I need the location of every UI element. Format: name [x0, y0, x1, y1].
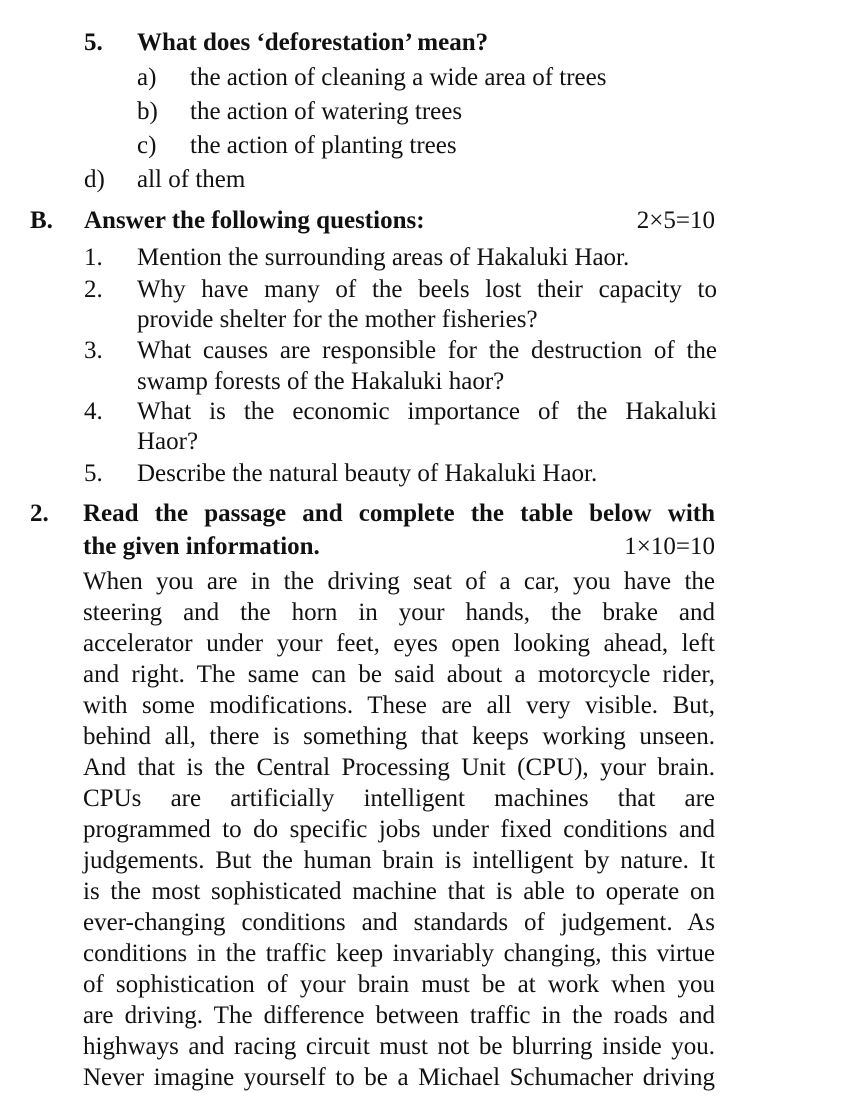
b-question-2-number: 2.: [84, 276, 103, 303]
passage-line: are driving. The difference between traffic in the roads and: [83, 1002, 715, 1029]
passage-line: And that is the Central Processing Unit (CPU), your brain.: [83, 754, 715, 781]
passage-line: accelerator under your feet, eyes open looking ahead, left: [83, 630, 715, 657]
question-2-marks: 1×10=10: [624, 533, 715, 560]
b-question-2-line-1: Why have many of the beels lost their capacity to: [137, 276, 717, 303]
b-question-2-line-2: provide shelter for the mother fisheries?: [137, 306, 538, 333]
passage-line: ever-changing conditions and standards of judgement. As: [83, 909, 715, 936]
option-d-text: all of them: [137, 166, 246, 193]
b-question-5-text: Describe the natural beauty of Hakaluki Haor.: [137, 460, 598, 487]
passage-line: programmed to do specific jobs under fixed conditions and: [83, 816, 715, 843]
section-b-label: B.: [30, 207, 53, 234]
question-5-text: What does ‘deforestation’ mean?: [137, 29, 489, 56]
option-b-label: b): [137, 98, 158, 125]
option-b-text: the action of watering trees: [190, 98, 463, 125]
b-question-1-number: 1.: [84, 244, 103, 271]
b-question-1-text: Mention the surrounding areas of Hakaluki Haor.: [137, 244, 630, 271]
passage-line: behind all, there is something that keeps working unseen.: [83, 723, 715, 750]
question-2-heading-line-2: the given information.: [83, 533, 320, 560]
question-2-number: 2.: [30, 500, 49, 527]
b-question-5-number: 5.: [84, 460, 103, 487]
passage-line: CPUs are artificially intelligent machines that are: [83, 785, 715, 812]
passage-line: with some modifications. These are all very visible. But,: [83, 692, 715, 719]
passage-line: Never imagine yourself to be a Michael Schumacher driving: [83, 1064, 715, 1091]
passage-line: highways and racing circuit must not be blurring inside you.: [83, 1033, 715, 1060]
passage-line: conditions in the traffic keep invariably changing, this virtue: [83, 940, 715, 967]
option-c-text: the action of planting trees: [190, 132, 457, 159]
b-question-3-line-2: swamp forests of the Hakaluki haor?: [137, 368, 505, 395]
section-b-heading: Answer the following questions:: [84, 207, 425, 234]
option-d-label: d): [84, 166, 105, 193]
option-c-label: c): [137, 132, 157, 159]
b-question-4-number: 4.: [84, 398, 103, 425]
b-question-4-line-2: Haor?: [137, 428, 199, 455]
b-question-4-line-1: What is the economic importance of the Hakaluki: [137, 398, 717, 425]
passage-line: is the most sophisticated machine that is able to operate on: [83, 878, 715, 905]
b-question-3-line-1: What causes are responsible for the destruction of the: [137, 337, 717, 364]
passage-line: When you are in the driving seat of a car, you have the: [83, 568, 715, 595]
section-b-marks: 2×5=10: [636, 207, 715, 234]
option-a-text: the action of cleaning a wide area of trees: [190, 64, 607, 91]
question-5-number: 5.: [84, 29, 103, 56]
passage-line: and right. The same can be said about a motorcycle rider,: [83, 661, 715, 688]
passage-line: judgements. But the human brain is intelligent by nature. It: [83, 847, 715, 874]
question-2-heading-line-1: Read the passage and complete the table below with: [83, 500, 715, 527]
option-a-label: a): [137, 64, 157, 91]
passage-line: of sophistication of your brain must be at work when you: [83, 971, 715, 998]
passage-line: steering and the horn in your hands, the brake and: [83, 599, 715, 626]
b-question-3-number: 3.: [84, 337, 103, 364]
